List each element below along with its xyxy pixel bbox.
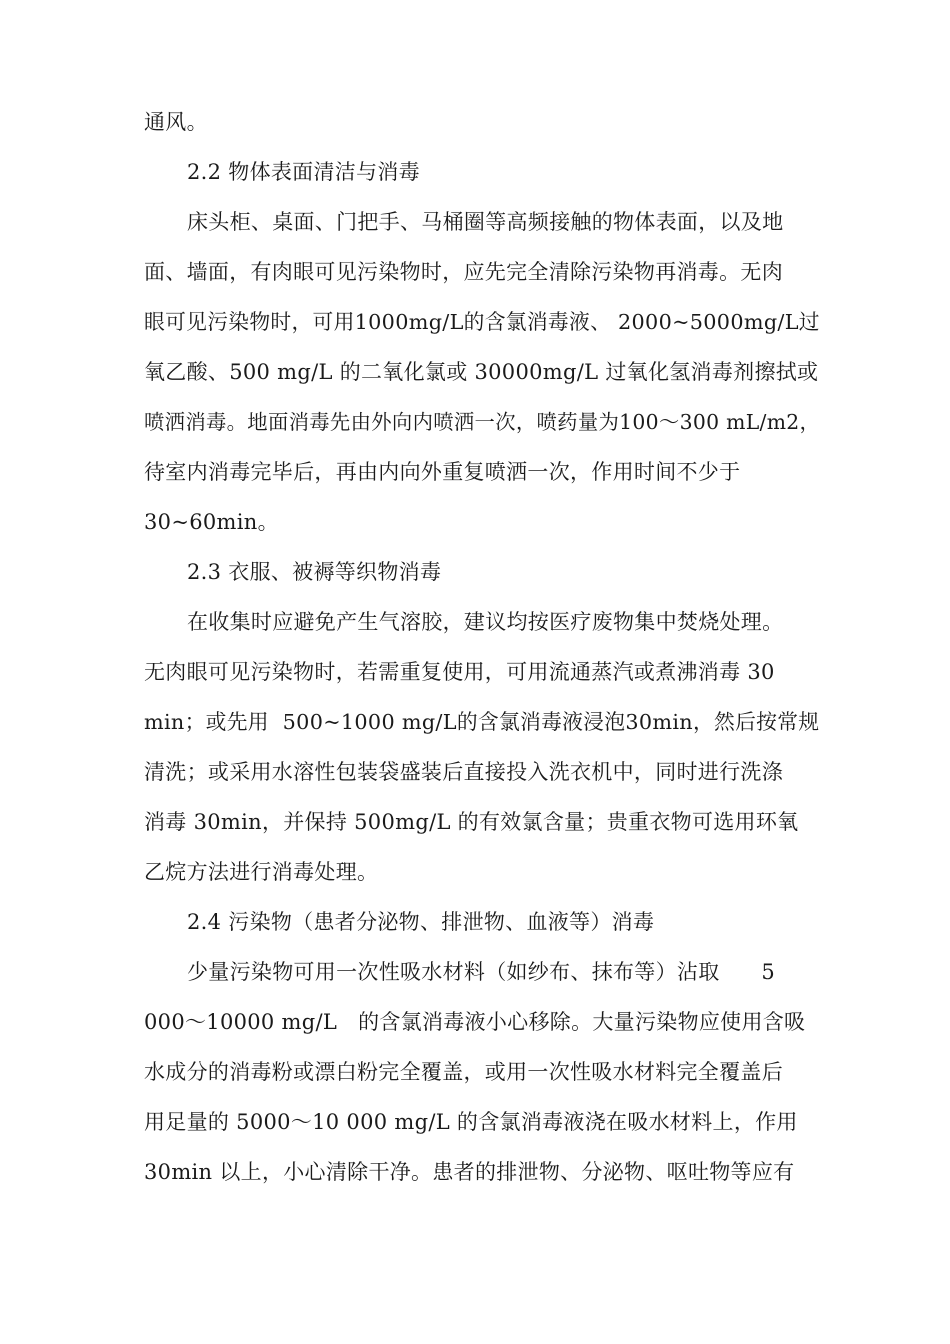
text-line: 清洗；或采用水溶性包装袋盛装后直接投入洗衣机中，同时进行洗涤 <box>144 760 783 784</box>
text-line: 少量污染物可用一次性吸水材料（如纱布、抹布等）沾取 5 <box>187 960 776 984</box>
text-line: 通风。 <box>144 110 208 134</box>
text-line: 氧乙酸、500 mg/L 的二氧化氯或 30000mg/L 过氧化氢消毒剂擦拭或 <box>144 360 819 384</box>
text-line: 待室内消毒完毕后，再由内向外重复喷洒一次，作用时间不少于 <box>144 460 741 484</box>
text-line: 乙烷方法进行消毒处理。 <box>144 860 379 884</box>
text-line: min；或先用 500~1000 mg/L的含氯消毒液浸泡30min，然后按常规 <box>144 710 820 734</box>
text-line: 无肉眼可见污染物时，若需重复使用，可用流通蒸汽或煮沸消毒 30 <box>144 660 775 684</box>
text-line: 床头柜、桌面、门把手、马桶圈等高频接触的物体表面，以及地 <box>187 210 784 234</box>
text-line: 眼可见污染物时，可用1000mg/L的含氯消毒液、 2000~5000mg/L过 <box>144 310 820 334</box>
text-line: 30~60min。 <box>144 510 279 534</box>
text-line: 水成分的消毒粉或漂白粉完全覆盖，或用一次性吸水材料完全覆盖后 <box>144 1060 783 1084</box>
section-heading-2-2: 2.2 物体表面清洁与消毒 <box>187 160 420 184</box>
text-line: 喷洒消毒。地面消毒先由外向内喷洒一次，喷药量为100～300 mL/m2， <box>144 410 821 434</box>
text-line: 消毒 30min，并保持 500mg/L 的有效氯含量；贵重衣物可选用环氧 <box>144 810 799 834</box>
section-heading-2-4: 2.4 污染物（患者分泌物、排泄物、血液等）消毒 <box>187 910 655 934</box>
text-line: 面、墙面，有肉眼可见污染物时，应先完全清除污染物再消毒。无肉 <box>144 260 783 284</box>
section-heading-2-3: 2.3 衣服、被褥等织物消毒 <box>187 560 442 584</box>
text-line: 用足量的 5000～10 000 mg/L 的含氯消毒液浇在吸水材料上，作用 <box>144 1110 798 1134</box>
text-line: 000～10000 mg/L 的含氯消毒液小心移除。大量污染物应使用含吸 <box>144 1010 806 1034</box>
text-line: 在收集时应避免产生气溶胶，建议均按医疗废物集中焚烧处理。 <box>187 610 784 634</box>
text-line: 30min 以上，小心清除干净。患者的排泄物、分泌物、呕吐物等应有 <box>144 1160 795 1184</box>
